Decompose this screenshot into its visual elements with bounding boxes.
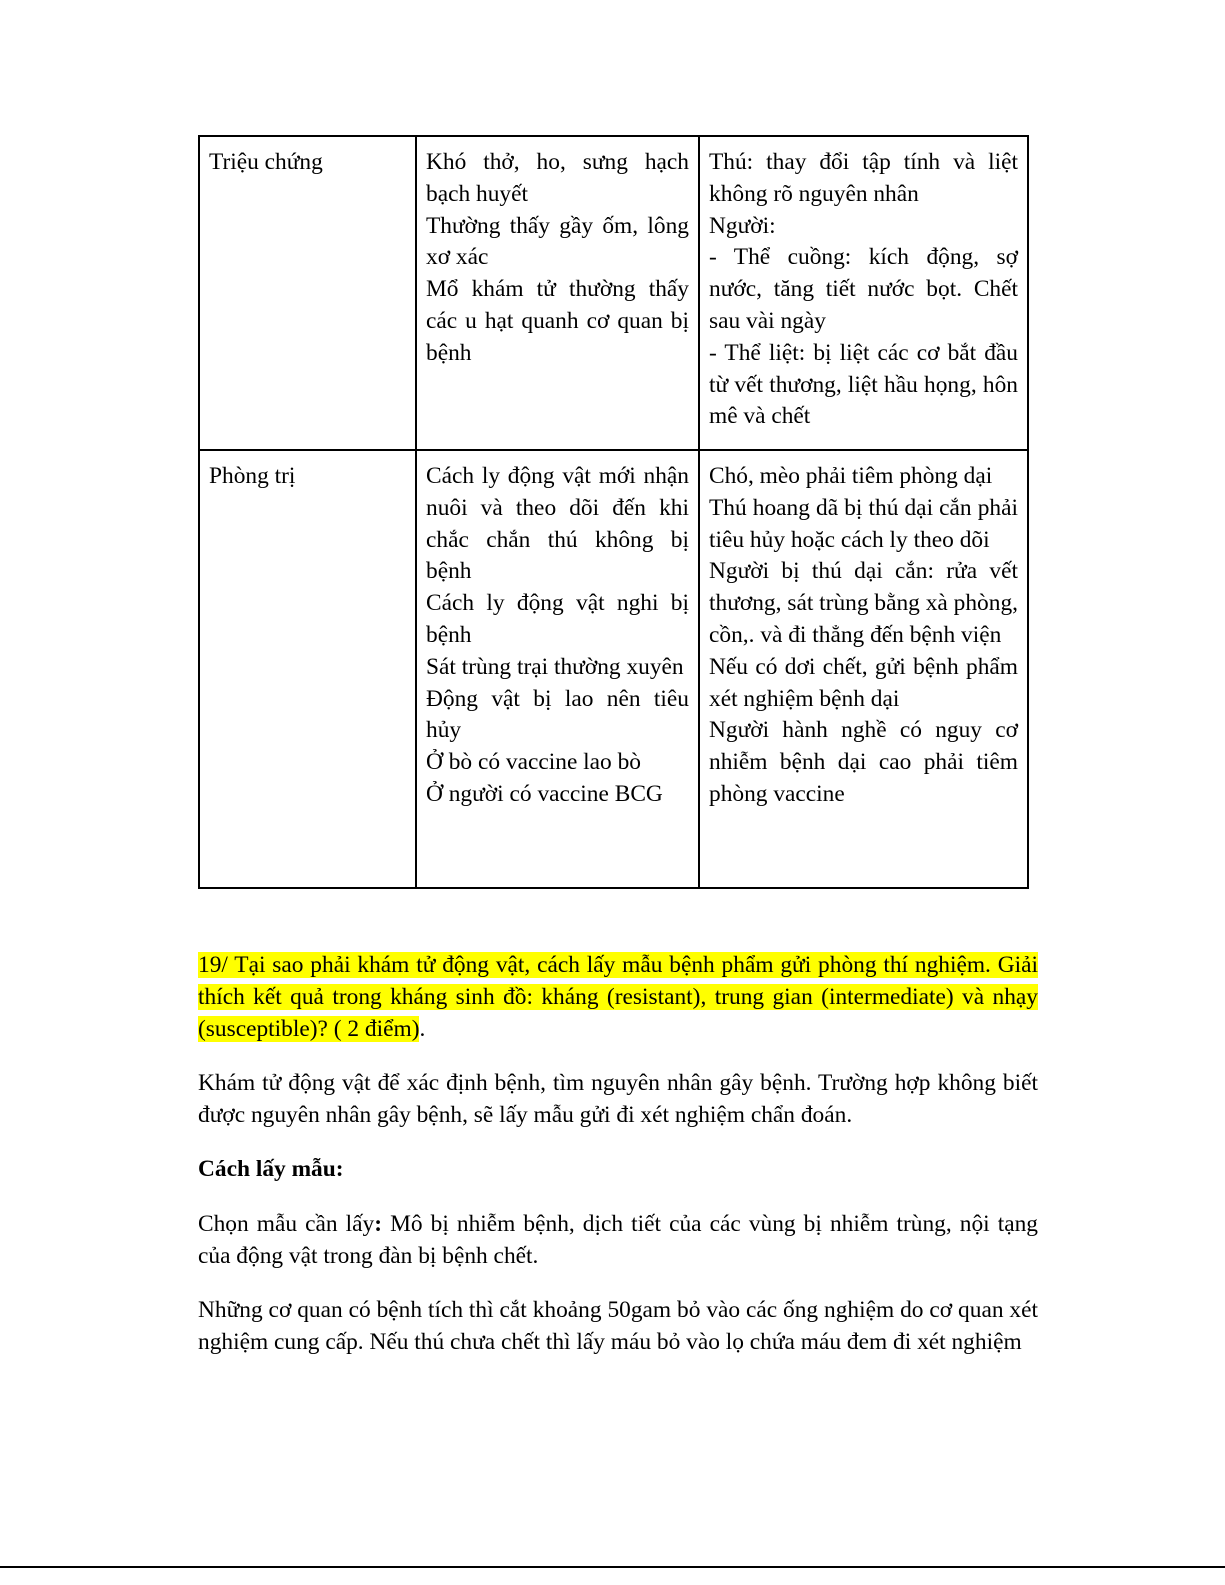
cell-line: Thú hoang dã bị thú dại cắn phải tiêu hủy hoặc cách ly theo dõi [709, 494, 1018, 553]
section-title-sampling: Cách lấy mẫu: [198, 1156, 344, 1182]
cell-line: Mổ khám tử thường thấy các u hạt quanh cơ quan bị bệnh [426, 276, 689, 366]
question-highlighted-text: 19/ Tại sao phải khám tử động vật, cách lấy mẫu bệnh phẩm gửi phòng thí nghiệm. Giải thích kết quả trong kháng sinh đồ: kháng (resistant), trung gian (intermediate) và nhạy (susceptible)? ( 2 điểm) [198, 952, 1038, 1042]
sample-choice-text: Mô bị nhiễm bệnh, dịch tiết của các vùng bị nhiễm trùng, nội tạng của động vật trong đàn bị bệnh chết. [198, 1211, 1038, 1269]
row-label-treatment: Phòng trị [209, 463, 296, 489]
table-cell-rabies-symptoms [699, 136, 1028, 450]
cell-line: - Thể liệt: bị liệt các cơ bắt đầu từ vết thương, liệt hầu họng, hôn mê và chết [709, 339, 1018, 430]
table-row-treatment [199, 450, 1028, 888]
sample-choice-label: Chọn mẫu cần lấy [198, 1211, 375, 1237]
row-label-symptoms: Triệu chứng [209, 149, 323, 175]
cell-line: Người: [709, 212, 776, 239]
table-cell-label [199, 136, 416, 450]
cell-line: Thú: thay đổi tập tính và liệt không rõ nguyên nhân [709, 149, 1018, 207]
organs-paragraph: Những cơ quan có bệnh tích thì cắt khoảng 50gam bỏ vào các ống nghiệm do cơ quan xét nghiệm cung cấp. Nếu thú chưa chết thì lấy máu bỏ vào lọ chứa máu đem đi xét nghiệm [198, 1297, 1038, 1355]
table-row-symptoms [199, 136, 1028, 450]
cell-line: Chó, mèo phải tiêm phòng dại [709, 463, 993, 489]
cell-line: Ở bò có vaccine lao bò [426, 749, 641, 776]
cell-line: Sát trùng trại thường xuyên [426, 653, 684, 680]
answer-intro-paragraph: Khám tử động vật để xác định bệnh, tìm nguyên nhân gây bệnh. Trường hợp không biết được nguyên nhân gây bệnh, sẽ lấy mẫu gửi đi xét nghiệm chẩn đoán. [198, 1070, 1038, 1128]
question-trailing-period: . [419, 1015, 426, 1042]
table-cell-tuberculosis-symptoms [416, 136, 699, 450]
table-cell-tuberculosis-treatment [416, 450, 699, 888]
table-cell-label [199, 450, 416, 888]
table-cell-rabies-treatment [699, 450, 1028, 888]
cell-line: Khó thở, ho, sưng hạch bạch huyết [426, 149, 689, 207]
cell-line: Ở người có vaccine BCG [426, 780, 663, 807]
disease-comparison-table [198, 135, 1029, 889]
cell-line: Người bị thú dại cắn: rửa vết thương, sát trùng bằng xà phòng, cồn,. và đi thẳng đến bệnh viện [709, 558, 1018, 648]
question-paragraph [198, 950, 1038, 1045]
cell-line: Thường thấy gầy ốm, lông xơ xác [426, 212, 689, 271]
cell-line: Người hành nghề có nguy cơ nhiễm bệnh dại cao phải tiêm phòng vaccine [709, 717, 1018, 807]
page-bottom-divider [0, 1566, 1225, 1568]
cell-line: Cách ly động vật nghi bị bệnh [426, 590, 689, 648]
cell-line: Động vật bị lao nên tiêu hủy [426, 685, 689, 744]
cell-line: Nếu có dơi chết, gửi bệnh phẩm xét nghiệm bệnh dại [709, 653, 1018, 712]
sample-choice-paragraph [198, 1209, 1038, 1273]
cell-line: - Thể cuồng: kích động, sợ nước, tăng tiết nước bọt. Chết sau vài ngày [709, 244, 1018, 334]
sample-choice-colon: : [374, 1211, 382, 1237]
cell-line: Cách ly động vật mới nhận nuôi và theo dõi đến khi chắc chắn thú không bị bệnh [426, 463, 689, 585]
